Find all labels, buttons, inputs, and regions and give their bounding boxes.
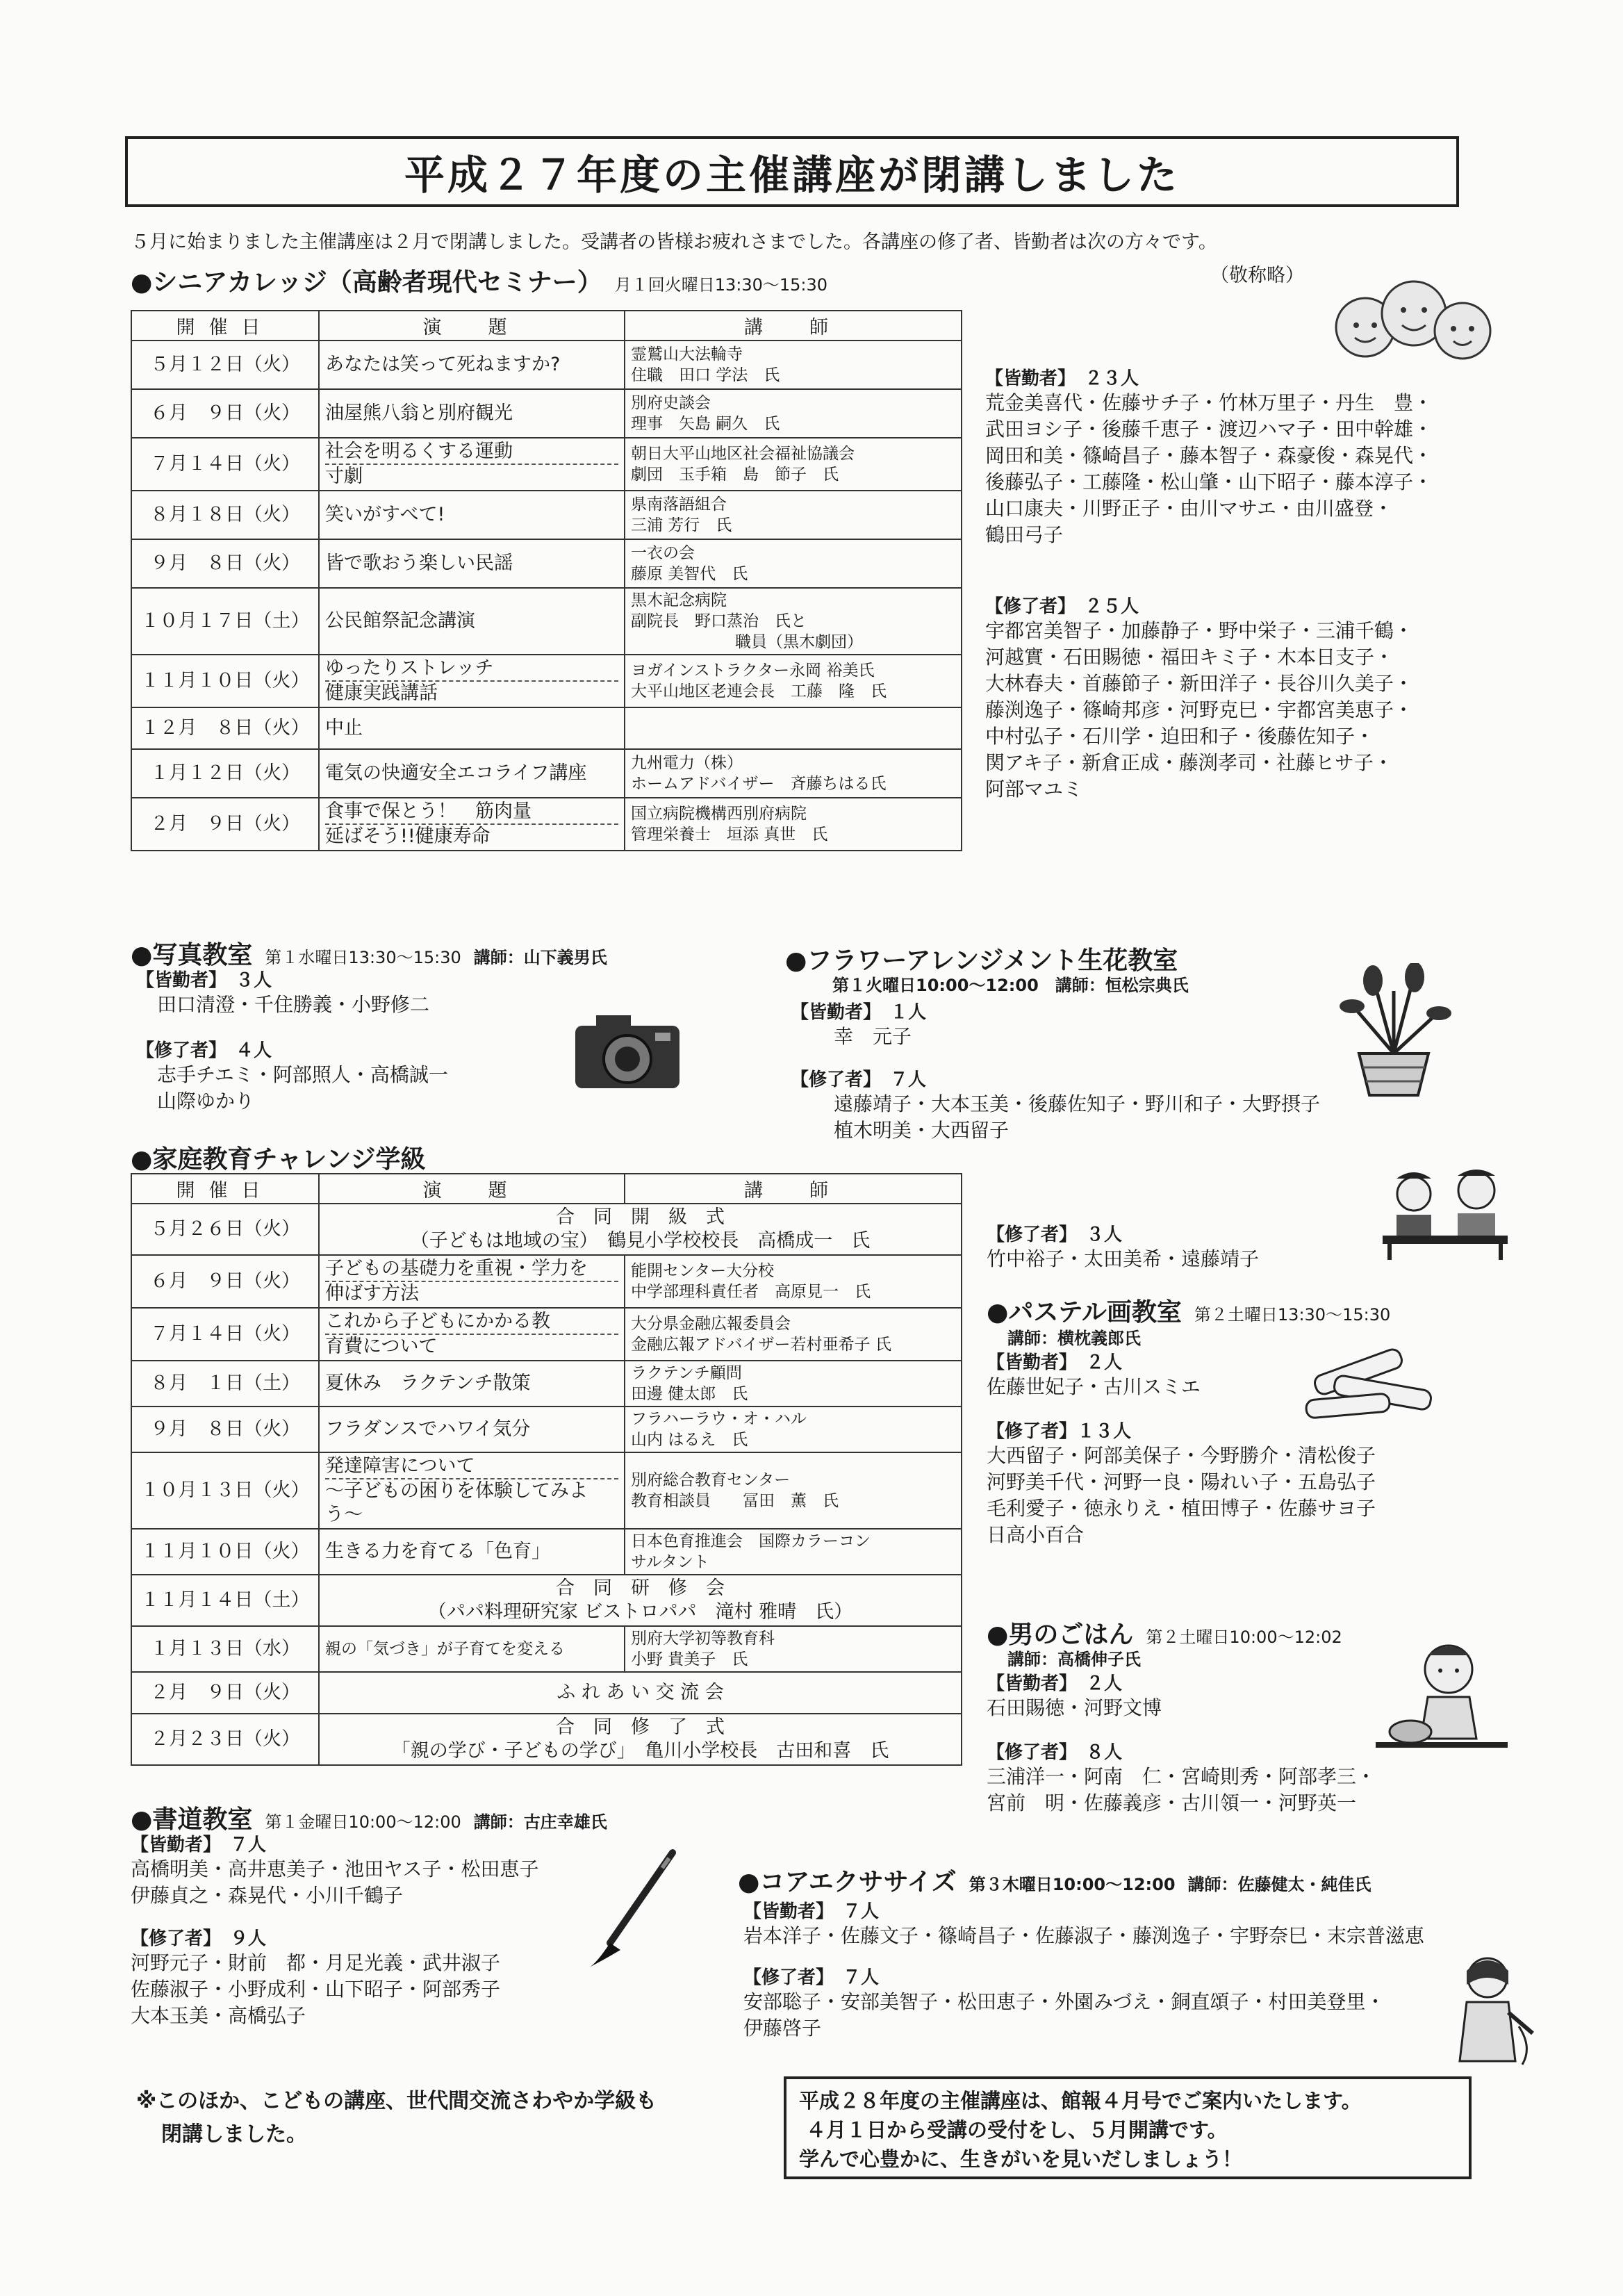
lecturer-name: 大平山地区老連会長 工藤 隆 氏 [631, 682, 887, 700]
date-cell: １月１３日（水） [131, 1626, 319, 1672]
name-list-line: 伊藤啓子 [743, 2017, 822, 2040]
topic-text: 発達障害について [325, 1455, 475, 1477]
table-header-row [131, 1174, 962, 1204]
column-header: 開催日 [131, 1174, 319, 1204]
lecturer-org: 一衣の会 [631, 544, 695, 562]
flower-heading: ●フラワーアレンジメント生花教室 [785, 946, 1178, 975]
camera-icon [568, 998, 693, 1102]
three-elders-icon [1324, 261, 1504, 379]
lecturer-cell [625, 655, 962, 707]
lecturer-org: フラハーラウ・オ・ハル [631, 1410, 807, 1428]
honorific-note: （敬称略） [1210, 265, 1304, 286]
event-detail: 「親の学び・子どもの学び」 亀川小学校長 古田和喜 氏 [391, 1740, 889, 1762]
date-cell: １月１２日（火） [131, 749, 319, 798]
name-list-line: 河越實・石田賜徳・福田キミ子・木本日支子・ [985, 646, 1394, 669]
event-title: 合 同 修 了 式 [556, 1716, 725, 1738]
lecturer-name: 理事 矢島 嗣久 氏 [631, 415, 780, 433]
table-row [131, 539, 962, 588]
date-cell: ５月２６日（火） [131, 1204, 319, 1255]
name-list-line: 宮前 明・佐藤義彦・古川領一・河野英一 [987, 1791, 1357, 1814]
column-header: 開催日 [131, 311, 319, 341]
name-list-line: 鶴田弓子 [985, 523, 1064, 546]
lecturer-name: ホームアドバイザー 斉藤ちはる氏 [631, 775, 887, 793]
table-row [131, 1308, 962, 1361]
topic-text: 食事で保とう！ 筋肉量 [325, 801, 532, 822]
name-list-line: 志手チエミ・阿部照人・高橋誠一 [157, 1063, 448, 1086]
name-list-line: 山口康夫・川野正子・由川マサエ・由川盛登・ [985, 497, 1393, 520]
event-detail: （子どもは地域の宝） 鶴見小学校校長 高橋成一 氏 [410, 1230, 871, 1252]
lecturer-org: 国立病院機構西別府病院 [631, 805, 807, 823]
table-row [131, 1452, 962, 1529]
topic-text: 育費について [325, 1334, 618, 1359]
table-row [131, 1575, 962, 1626]
table-row [131, 655, 962, 707]
name-list-line: 阿部マユミ [985, 778, 1083, 801]
photo-lists: 【皆勤者】 ３人 田口清澄・千住勝義・小野修二 【修了者】 ４人 志手チエミ・阿部照人・高橋誠一 山際ゆかり [136, 966, 636, 1115]
date-cell: ２月２３日（火） [131, 1714, 319, 1765]
lecturer-name: 田邊 健太郎 氏 [631, 1385, 748, 1403]
exercise-woman-icon [1435, 1950, 1540, 2068]
topic-text: 社会を明るくする運動 [325, 441, 513, 462]
name-list-line: 岩本洋子・佐藤文子・篠崎昌子・佐藤淑子・藤渕逸子・宇野奈巳・末宗普滋恵 [743, 1924, 1425, 1947]
column-header: 演 題 [319, 311, 625, 341]
topic-cell [319, 539, 625, 588]
date-cell: ２月 ９日（火） [131, 798, 319, 851]
pastel-lecturer: 講師：横枕義郎氏 [1007, 1329, 1141, 1348]
topic-text: 中止 [325, 717, 363, 739]
mens-heading: ●男のごはん 第２土曜日10:00〜12:02 [987, 1621, 1342, 1649]
date-cell: ６月 ９日（火） [131, 389, 319, 438]
lecturer-cell [625, 588, 962, 655]
merged-event-cell [319, 1575, 962, 1626]
date-cell: ６月 ９日（火） [131, 1255, 319, 1308]
cooking-man-icon [1372, 1634, 1511, 1766]
date-cell: ９月 ８日（火） [131, 1407, 319, 1452]
lecturer-cell [625, 749, 962, 798]
lecturer-name: 副院長 野口蒸治 氏と [631, 612, 807, 630]
name-list-line: 大本玉美・高橋弘子 [131, 2004, 306, 2027]
topic-text: ゆったりストレッチ [325, 657, 494, 679]
table-row [131, 1529, 962, 1575]
topic-cell [319, 749, 625, 798]
topic-cell [319, 707, 625, 749]
topic-text: 延ばそう!!健康寿命 [325, 823, 618, 848]
lecturer-name: 管理栄養士 垣添 真世 氏 [631, 826, 828, 844]
topic-text: 生きる力を育てる「色育」 [325, 1541, 550, 1562]
topic-cell [319, 1255, 625, 1308]
announcement-box: 平成２８年度の主催講座は、館報４月号でご案内いたします。 ４月１日から受講の受付をし、５月開講です。 学んで心豊かに、生きがいを見いだしましょう！ [784, 2076, 1472, 2179]
event-title: 合 同 研 修 会 [556, 1577, 725, 1599]
topic-cell [319, 438, 625, 491]
table-row [131, 491, 962, 539]
lecturer-cell [625, 1529, 962, 1575]
topic-text: これから子どもにかかる教 [325, 1311, 550, 1332]
table-row [131, 1714, 962, 1765]
name-list-line: 田口清澄・千住勝義・小野修二 [157, 993, 430, 1016]
lecturer-name: 金融広報アドバイザー若村亜希子 氏 [631, 1336, 891, 1354]
lecturer-name: 藤原 美智代 氏 [631, 565, 748, 583]
lecturer-name: 住職 田口 学法 氏 [631, 366, 780, 384]
lecturer-cell [625, 707, 962, 749]
name-list-line: 高橋明美・高井恵美子・池田ヤス子・松田恵子 [131, 1858, 539, 1880]
lecturer-name: サルタント [631, 1553, 709, 1571]
topic-text: 油屋熊八翁と別府観光 [325, 402, 513, 424]
senior-shuryo: 【修了者】 ２５人 宇都宮美智子・加藤静子・野中栄子・三浦千鶴・ 河越實・石田賜徳・福田キミ子・木本日支子・ 大林春夫・首藤節子・新田洋子・長谷川久美子・ 藤渕逸子・篠崎邦彦・河野克巳・宇都宮美恵子・ 中村弘子・石川学・迫田和子・後藤佐知子・ 関アキ子・新倉正成・藤渕孝司・社藤ヒサ子・ 阿部マユミ [985, 592, 1555, 803]
date-cell: １１月１４日（土） [131, 1575, 319, 1626]
senior-kaikin: 【皆勤者】 ２３人 荒金美喜代・佐藤サチ子・竹林万里子・丹生 豊・ 武田ヨシ子・後藤千恵子・渡辺ハマ子・田中幹雄・ 岡田和美・篠崎昌子・藤本智子・森豪俊・森晃代・ 後藤弘子・工藤隆・松山肇・山下昭子・藤本淳子・ 山口康夫・川野正子・由川マサエ・由川盛登・ 鶴田弓子 [985, 364, 1555, 548]
calligraphy-heading: ●書道教室 第１金曜日10:00〜12:00 講師：古庄幸雄氏 [131, 1805, 607, 1834]
flower-schedule: 第１火曜日10:00〜12:00 講師：恒松宗典氏 [832, 976, 1189, 995]
lecturer-cell [625, 438, 962, 491]
name-list-line: 山際ゆかり [157, 1090, 255, 1113]
name-list-line: 後藤弘子・工藤隆・松山肇・山下昭子・藤本淳子・ [985, 470, 1433, 493]
name-list-line: 河野美千代・河野一良・陽れい子・五島弘子 [987, 1470, 1376, 1493]
lecturer-org: 大分県金融広報委員会 [631, 1315, 791, 1333]
name-list-line: 大林春夫・首藤節子・新田洋子・長谷川久美子・ [985, 672, 1414, 695]
name-list-line: 佐藤淑子・小野成利・山下昭子・阿部秀子 [131, 1978, 501, 2001]
topic-text: 笑いがすべて! [325, 504, 445, 525]
date-cell: ７月１４日（火） [131, 438, 319, 491]
page-title: 平成２７年度の主催講座が閉講しました [125, 136, 1459, 207]
lecturer-cell [625, 389, 962, 438]
column-header: 講 師 [625, 311, 962, 341]
lecturer-org: 能開センター大分校 [631, 1262, 775, 1280]
topic-cell [319, 491, 625, 539]
lecturer-cell [625, 1407, 962, 1452]
senior-table [131, 310, 962, 851]
lecturer-cell [625, 341, 962, 389]
flower-arrangement-icon [1324, 963, 1463, 1102]
lecturer-org: ラクテンチ顧問 [631, 1364, 742, 1382]
name-list-line: 竹中裕子・太田美希・遠藤靖子 [987, 1247, 1260, 1270]
column-header: 演 題 [319, 1174, 625, 1204]
table-header-row [131, 311, 962, 341]
name-list-line: 幸 元子 [834, 1025, 912, 1048]
merged-event-cell [319, 1672, 962, 1714]
topic-text: 〜子どもの困りを体験してみよう〜 [325, 1478, 618, 1527]
table-row [131, 1255, 962, 1308]
lecturer-org: 日本色育推進会 国際カラーコン [631, 1532, 871, 1550]
topic-cell [319, 1407, 625, 1452]
lecturer-org: 別府史談会 [631, 394, 711, 412]
name-list-line: 河野元子・財前 都・月足光義・武井淑子 [131, 1951, 501, 1974]
lecturer-org: 九州電力（株） [631, 754, 743, 772]
lecturer-cell [625, 1452, 962, 1529]
lecturer-name: 三浦 芳行 氏 [631, 516, 732, 534]
date-cell: １１月１０日（火） [131, 1529, 319, 1575]
topic-cell [319, 1361, 625, 1407]
pastel-lists: 【皆勤者】 ２人 佐藤世妃子・古川スミエ 【修了者】１３人 大西留子・阿部美保子・今野勝介・清松俊子 河野美千代・河野一良・陽れい子・五島弘子 毛利愛子・徳永りえ・植田博子・佐藤サヨ子 日高小百合 [987, 1348, 1515, 1548]
senior-heading: ●シニアカレッジ（高齢者現代セミナー） 月１回火曜日13:30〜15:30 [131, 268, 828, 297]
topic-text: 親の「気づき」が子育てを変える [325, 1640, 565, 1658]
topic-text: 皆で歌おう楽しい民謡 [325, 552, 513, 574]
lecturer-cell [625, 1308, 962, 1361]
table-row [131, 749, 962, 798]
lecturer-org: 黒木記念病院 [631, 591, 727, 609]
intro-text: ５月に始まりました主催講座は２月で閉講しました。受講者の皆様お疲れさまでした。各講座の修了者、皆勤者は次の方々です。 [131, 231, 1217, 253]
name-list-line: 関アキ子・新倉正成・藤渕孝司・社藤ヒサ子・ [985, 751, 1393, 774]
table-row [131, 1361, 962, 1407]
merged-event-cell [319, 1714, 962, 1765]
topic-cell [319, 798, 625, 851]
table-row [131, 438, 962, 491]
table-row [131, 1204, 962, 1255]
mens-lecturer: 講師：高橋伸子氏 [1007, 1650, 1141, 1669]
mens-lists: 【皆勤者】 ２人 石田賜徳・河野文博 【修了者】 ８人 三浦洋一・阿南 仁・宮崎則秀・阿部孝三・ 宮前 明・佐藤義彦・古川領一・河野英一 [987, 1669, 1431, 1817]
topic-cell [319, 1308, 625, 1361]
date-cell: ８月１８日（火） [131, 491, 319, 539]
topic-cell [319, 389, 625, 438]
name-list-line: 石田賜徳・河野文博 [987, 1696, 1162, 1719]
event-detail: （パパ料理研究家 ビストロパパ 滝村 雅晴 氏） [427, 1601, 853, 1623]
name-list-line: 遠藤靖子・大本玉美・後藤佐知子・野川和子・大野摂子 [834, 1092, 1321, 1115]
topic-cell [319, 1452, 625, 1529]
date-cell: １２月 ８日（火） [131, 707, 319, 749]
name-list-line: 佐藤世妃子・古川スミエ [987, 1375, 1201, 1398]
name-list-line: 毛利愛子・徳永りえ・植田博子・佐藤サヨ子 [987, 1497, 1376, 1520]
family-table [131, 1173, 962, 1766]
date-cell: ２月 ９日（火） [131, 1672, 319, 1714]
topic-text: 夏休み ラクテンチ散策 [325, 1372, 531, 1394]
lecturer-cell [625, 798, 962, 851]
name-list-line: 藤渕逸子・篠崎邦彦・河野克巳・宇都宮美恵子・ [985, 698, 1414, 721]
lecturer-name: 山内 はるえ 氏 [631, 1431, 748, 1449]
core-lists: 【皆勤者】 ７人 岩本洋子・佐藤文子・篠崎昌子・佐藤淑子・藤渕逸子・宇野奈巳・末宗普滋恵 【修了者】 ７人 安部聡子・安部美智子・松田恵子・外園みづえ・銅直頌子・村田美登里・ 伊藤啓子 [743, 1897, 1529, 2042]
topic-cell [319, 588, 625, 655]
event-title: 合 同 開 級 式 [556, 1206, 725, 1228]
name-list-line: 武田ヨシ子・後藤千恵子・渡辺ハマ子・田中幹雄・ [985, 418, 1433, 441]
name-list-line: 中村弘子・石川学・迫田和子・後藤佐知子・ [985, 725, 1375, 748]
date-cell: １０月１７日（土） [131, 588, 319, 655]
core-heading: ●コアエクササイズ 第３木曜日10:00〜12:00 講師：佐藤健太・純佳氏 [738, 1868, 1371, 1896]
name-list-line: 大西留子・阿部美保子・今野勝介・清松俊子 [987, 1444, 1376, 1467]
table-row [131, 588, 962, 655]
topic-text: 子どもの基礎力を重視・学力を [325, 1258, 588, 1279]
name-list-line: 日高小百合 [987, 1523, 1085, 1546]
table-row [131, 389, 962, 438]
lecturer-name: 教育相談員 冨田 薫 氏 [631, 1492, 839, 1510]
pastel-heading: ●パステル画教室 第２土曜日13:30〜15:30 [987, 1298, 1391, 1327]
lecturer-org: 朝日大平山地区社会福祉協議会 [631, 445, 855, 463]
topic-text: 寸劇 [325, 464, 618, 489]
calligraphy-lists: 【皆勤者】 ７人 高橋明美・高井恵美子・池田ヤス子・松田恵子 伊藤貞之・森晃代・小川千鶴子 【修了者】 ９人 河野元子・財前 都・月足光義・武井淑子 佐藤淑子・小野成利・山下昭子・阿部秀子 大本玉美・高橋弘子 [131, 1830, 659, 2029]
table-row [131, 1626, 962, 1672]
table-row [131, 1407, 962, 1452]
date-cell: １１月１０日（火） [131, 655, 319, 707]
topic-text: 電気の快適安全エコライフ講座 [325, 762, 587, 784]
topic-text: あなたは笑って死ねますか? [325, 354, 561, 375]
topic-cell [319, 1626, 625, 1672]
name-list-line: 安部聡子・安部美智子・松田恵子・外園みづえ・銅直頌子・村田美登里・ [743, 1990, 1385, 2013]
name-list-line: 荒金美喜代・佐藤サチ子・竹林万里子・丹生 豊・ [985, 391, 1433, 414]
lecturer-cell [625, 539, 962, 588]
date-cell: １０月１３日（火） [131, 1452, 319, 1529]
lecturer-name: 職員（黒木劇団） [735, 633, 863, 651]
merged-event-cell [319, 1204, 962, 1255]
table-row [131, 798, 962, 851]
parent-child-icon [1376, 1166, 1515, 1263]
lecturer-name: 劇団 玉手箱 島 節子 氏 [631, 466, 839, 484]
column-header: 講 師 [625, 1174, 962, 1204]
name-list-line: 三浦洋一・阿南 仁・宮崎則秀・阿部孝三・ [987, 1765, 1376, 1788]
table-row [131, 707, 962, 749]
photo-heading: ●写真教室 第１水曜日13:30〜15:30 講師：山下義男氏 [131, 941, 607, 969]
lecturer-cell [625, 1361, 962, 1407]
topic-text: 伸ばす方法 [325, 1281, 618, 1306]
lecturer-org: 別府大学初等教育科 [631, 1630, 775, 1648]
lecturer-name: 中学部理科責任者 高原見一 氏 [631, 1283, 871, 1301]
table-row [131, 341, 962, 389]
event-title: ふ れ あ い 交 流 会 [557, 1682, 724, 1703]
lecturer-org: 県南落語組合 [631, 495, 727, 514]
date-cell: ７月１４日（火） [131, 1308, 319, 1361]
pastel-crayons-icon [1299, 1334, 1445, 1432]
lecturer-name: 小野 貴美子 氏 [631, 1650, 748, 1668]
lecturer-cell [625, 1255, 962, 1308]
date-cell: ５月１２日（火） [131, 341, 319, 389]
calligraphy-brush-icon [582, 1846, 686, 1971]
family-heading: ●家庭教育チャレンジ学級 [131, 1145, 426, 1174]
topic-text: 公民館祭記念講演 [325, 610, 475, 632]
name-list-line: 伊藤貞之・森晃代・小川千鶴子 [131, 1884, 404, 1907]
name-list-line: 植木明美・大西留子 [834, 1119, 1010, 1142]
flower-lists: 【皆勤者】 １人 幸 元子 【修了者】 ７人 遠藤靖子・大本玉美・後藤佐知子・野川和子・大野摂子 植木明美・大西留子 [791, 998, 1416, 1144]
lecturer-org: ヨガインストラクター永岡 裕美氏 [631, 662, 875, 680]
topic-cell [319, 655, 625, 707]
topic-text: 健康実践講話 [325, 680, 618, 705]
topic-cell [319, 1529, 625, 1575]
table-row [131, 1672, 962, 1714]
lecturer-org: 別府総合教育センター [631, 1471, 791, 1489]
name-list-line: 岡田和美・篠崎昌子・藤本智子・森豪俊・森晃代・ [985, 444, 1433, 467]
lecturer-org: 霊鷲山大法輪寺 [631, 345, 743, 363]
lecturer-cell [625, 1626, 962, 1672]
lecturer-cell [625, 491, 962, 539]
date-cell: ８月 １日（土） [131, 1361, 319, 1407]
topic-cell [319, 341, 625, 389]
name-list-line: 宇都宮美智子・加藤静子・野中栄子・三浦千鶴・ [985, 619, 1414, 642]
footnote: ※このほか、こどもの講座、世代間交流さわやか学級も 閉講しました。 [136, 2089, 657, 2147]
family-shuryo: 【修了者】 ３人 竹中裕子・太田美希・遠藤靖子 [987, 1220, 1473, 1272]
date-cell: ９月 ８日（火） [131, 539, 319, 588]
topic-text: フラダンスでハワイ気分 [325, 1418, 531, 1440]
